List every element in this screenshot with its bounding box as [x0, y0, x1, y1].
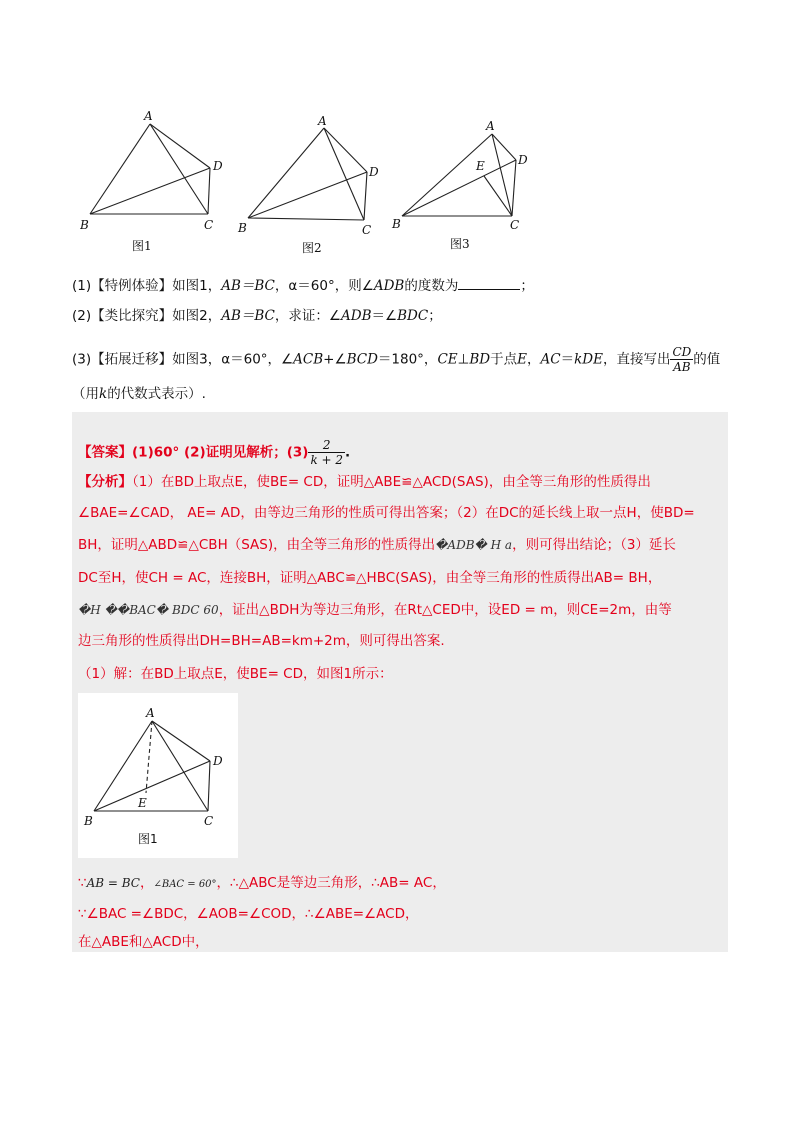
fig1-label-c: C [204, 218, 214, 232]
figure-3 [402, 134, 516, 216]
solution-line-4: 在△ABE和△ACD中， [78, 934, 209, 950]
question-1: (1)【特例体验】如图1，AB＝BC，α＝60°，则∠ADB的度数为 ； [72, 278, 534, 294]
analysis-line-6: 边三角形的性质得出DH=BH=AB=km+2m，则可得出答案. [78, 633, 445, 649]
fig3-label-d: D [518, 153, 528, 167]
question-3-line-2: （用k的代数式表示）. [72, 386, 206, 402]
figure-1 [90, 124, 210, 214]
solution-line-2: ∵AB = BC，∠BAC = 60°，∴△ABC是等边三角形，∴AB= AC， [78, 875, 446, 891]
solution-figure-svg [78, 693, 238, 858]
solution-line-3: ∵∠BAC =∠BDC，∠AOB=∠COD，∴∠ABE=∠ACD， [78, 906, 419, 922]
fig1-label-b: B [80, 218, 89, 232]
fig3-label-c: C [510, 218, 520, 232]
sol-label-a: A [146, 706, 155, 720]
fig1-label-a: A [144, 109, 153, 123]
answer-line: 【答案】(1)60° (2)证明见解析；(3) $\frac{2}{k + 2}$ . [78, 438, 351, 467]
problem-figures [80, 108, 540, 258]
sol-label-c: C [204, 814, 214, 828]
sol-label-d: D [213, 754, 223, 768]
solution-figure [78, 693, 238, 858]
figure-2 [248, 128, 367, 220]
fig2-caption: 图2 [302, 241, 322, 255]
question-3: (3)【拓展迁移】如图3，α＝60°，∠ACB+∠BCD＝180°，CE⊥BD于点E，AC＝kDE，直接写出 $\frac{CD}{AB}$ 的值 [72, 345, 721, 374]
analysis-line-4: DC至H，使CH = AC，连接BH，证明△ABC≌△HBC(SAS)，由全等三角形的性质得出AB= BH， [78, 570, 662, 586]
answer-fraction: $\frac{2}{k + 2}$ [310, 438, 344, 467]
analysis-line-5: �H ��BAC� BDC 60，证出△BDH为等边三角形，在Rt△CED中，设ED = m，则CE=2m，由等 [78, 602, 672, 618]
solution-line-1: （1）解：在BD上取点E，使BE= CD，如图1所示： [78, 666, 393, 682]
geometry-figures-svg [80, 108, 540, 258]
sol-caption: 图1 [138, 832, 158, 846]
fig1-label-d: D [213, 159, 223, 173]
fig3-label-a: A [486, 119, 495, 133]
analysis-line-2: ∠BAE=∠CAD， AE= AD，由等边三角形的性质可得出答案；（2）在DC的延长线上取一点H，使BD= [78, 505, 695, 521]
fig2-label-a: A [318, 114, 327, 128]
fig3-label-b: B [392, 217, 401, 231]
question-2: (2)【类比探究】如图2，AB＝BC，求证：∠ADB＝∠BDC； [72, 308, 442, 324]
analysis-line-1: 【分析】（1）在BD上取点E，使BE= CD，证明△ABE≌△ACD(SAS)，由全等三角形的性质得出 [78, 474, 651, 490]
sol-label-b: B [84, 814, 93, 828]
fig2-label-d: D [369, 165, 379, 179]
fig2-label-b: B [238, 221, 247, 235]
analysis-line-3: BH，证明△ABD≌△CBH（SAS)，由全等三角形的性质得出�ADB� H a，则可得出结论；（3）延长 [78, 537, 676, 553]
fig1-caption: 图1 [132, 239, 152, 253]
answer-blank[interactable] [458, 277, 520, 290]
fraction-cd-over-ab: $\frac{CD}{AB}$ [672, 345, 692, 374]
sol-label-e: E [138, 796, 147, 810]
fig3-caption: 图3 [450, 237, 470, 251]
fig3-label-e: E [476, 159, 485, 173]
fig2-label-c: C [362, 223, 372, 237]
